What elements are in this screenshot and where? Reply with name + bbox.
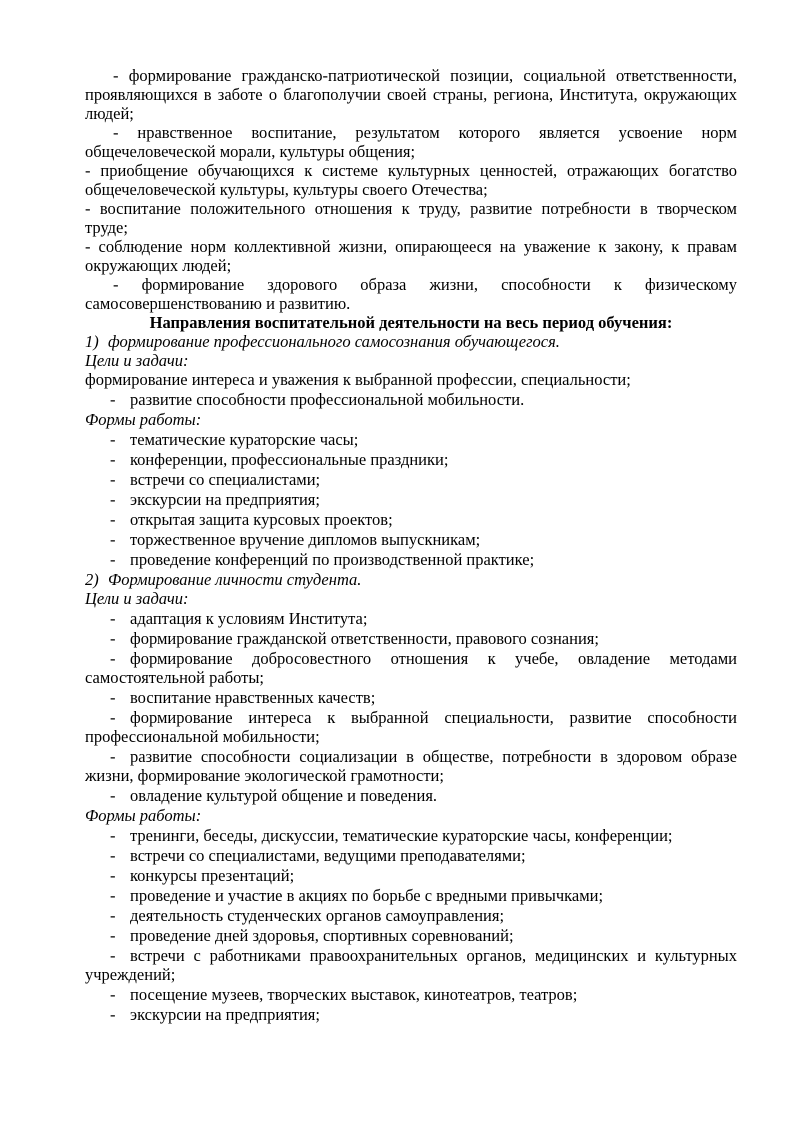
- intro-paragraph: [85, 237, 737, 275]
- dash-marker: -: [85, 199, 91, 218]
- dash-marker: -: [113, 66, 119, 85]
- dash-marker: -: [110, 786, 116, 805]
- goal-item-text: формирование интереса к выбранной специальности, развитие способности профессиональной мобильности;: [85, 708, 737, 746]
- dash-marker: -: [110, 490, 116, 509]
- form-item: [85, 530, 737, 549]
- section-1-title: [85, 332, 737, 351]
- form-item: [85, 1005, 737, 1024]
- dash-marker: -: [110, 886, 116, 905]
- form-item-text: проведение конференций по производственной практике;: [130, 550, 535, 569]
- form-item: [85, 886, 737, 905]
- form-item-text: тренинги, беседы, дискуссии, тематические кураторские часы, конференции;: [130, 826, 673, 845]
- form-item: [85, 470, 737, 489]
- dash-marker: -: [110, 946, 116, 965]
- paragraph-text: соблюдение норм коллективной жизни, опирающееся на уважение к закону, к правам окружающих людей;: [85, 237, 737, 275]
- dash-marker: -: [110, 629, 116, 648]
- section-2-title: [85, 570, 737, 589]
- paragraph-text: нравственное воспитание, результатом которого является усвоение норм общечеловеческой морали, культуры общения;: [85, 123, 737, 161]
- form-item: [85, 946, 737, 984]
- form-item-text: проведение дней здоровья, спортивных соревнований;: [130, 926, 514, 945]
- goal-item-text: развитие способности социализации в обществе, потребности в здоровом образе жизни, формирование экологической грамотности;: [85, 747, 737, 785]
- intro-paragraph: [85, 123, 737, 161]
- dash-marker: -: [110, 826, 116, 845]
- form-item-text: деятельность студенческих органов самоуправления;: [130, 906, 505, 925]
- dash-marker: -: [110, 390, 116, 409]
- form-item-text: конкурсы презентаций;: [130, 866, 295, 885]
- dash-marker: -: [110, 1005, 116, 1024]
- paragraph-text: формирование здорового образа жизни, способности к физическому самосовершенствованию и развитию.: [85, 275, 737, 313]
- dash-marker: -: [110, 430, 116, 449]
- dash-marker: -: [110, 708, 116, 727]
- dash-marker: -: [85, 161, 91, 180]
- dash-marker: -: [110, 906, 116, 925]
- form-item-text: встречи с работниками правоохранительных органов, медицинских и культурных учреждений;: [85, 946, 737, 984]
- form-item-text: встречи со специалистами, ведущими преподавателями;: [130, 846, 526, 865]
- form-item: [85, 550, 737, 569]
- form-item-text: встречи со специалистами;: [130, 470, 321, 489]
- goal-item: [85, 649, 737, 687]
- dash-marker: -: [85, 237, 91, 256]
- forms-label: Формы работы:: [85, 806, 202, 825]
- goal-item: [85, 609, 737, 628]
- dash-marker: -: [110, 688, 116, 707]
- goal-item: [85, 629, 737, 648]
- form-item: [85, 926, 737, 945]
- form-item-text: посещение музеев, творческих выставок, кинотеатров, театров;: [130, 985, 578, 1004]
- goal-item-text: формирование добросовестного отношения к учебе, овладение методами самостоятельной работы;: [85, 649, 737, 687]
- dash-marker: -: [110, 550, 116, 569]
- form-item: [85, 866, 737, 885]
- section-1-title-text: формирование профессионального самосознания обучающегося.: [108, 332, 560, 351]
- form-item: [85, 430, 737, 449]
- main-heading: Направления воспитательной деятельности на весь период обучения:: [149, 313, 673, 332]
- dash-marker: -: [110, 985, 116, 1004]
- goal-item: [85, 786, 737, 805]
- intro-paragraph: [85, 199, 737, 237]
- form-item: [85, 906, 737, 925]
- goal-item-text: развитие способности профессиональной мобильности.: [130, 390, 525, 409]
- goal-item-text: формирование гражданской ответственности, правового сознания;: [130, 629, 599, 648]
- dash-marker: -: [110, 609, 116, 628]
- form-item: [85, 826, 737, 845]
- form-item: [85, 510, 737, 529]
- form-item: [85, 490, 737, 509]
- goal-item: [85, 747, 737, 785]
- dash-marker: -: [110, 450, 116, 469]
- goal-item: [85, 390, 737, 409]
- goal-item-text: воспитание нравственных качеств;: [130, 688, 376, 707]
- form-item-text: открытая защита курсовых проектов;: [130, 510, 393, 529]
- form-item-text: проведение и участие в акциях по борьбе с вредными привычками;: [130, 886, 604, 905]
- form-item-text: экскурсии на предприятия;: [130, 1005, 320, 1024]
- dash-marker: -: [110, 530, 116, 549]
- section-1-number: 1): [85, 332, 99, 351]
- goal-item-text: овладение культурой общение и поведения.: [130, 786, 438, 805]
- dash-marker: -: [110, 926, 116, 945]
- section-2-title-text: Формирование личности студента.: [108, 570, 362, 589]
- form-item: [85, 985, 737, 1004]
- dash-marker: -: [110, 747, 116, 766]
- dash-marker: -: [110, 846, 116, 865]
- intro-paragraph: [85, 66, 737, 123]
- form-item-text: экскурсии на предприятия;: [130, 490, 320, 509]
- form-item-text: конференции, профессиональные праздники;: [130, 450, 449, 469]
- dash-marker: -: [113, 123, 119, 142]
- form-item: [85, 846, 737, 865]
- dash-marker: -: [110, 470, 116, 489]
- dash-marker: -: [110, 866, 116, 885]
- goal-item: [85, 708, 737, 746]
- form-item-text: торжественное вручение дипломов выпускникам;: [130, 530, 481, 549]
- goals-label: Цели и задачи:: [85, 351, 189, 370]
- intro-paragraph: [85, 275, 737, 313]
- goal-intro-line: формирование интереса и уважения к выбранной профессии, специальности;: [85, 370, 631, 389]
- paragraph-text: формирование гражданско-патриотической позиции, социальной ответственности, проявляющихся в заботе о благополучии своей страны, региона, Института, окружающих людей;: [85, 66, 737, 123]
- intro-paragraph: [85, 161, 737, 199]
- goal-item-text: адаптация к условиям Института;: [130, 609, 368, 628]
- form-item-text: тематические кураторские часы;: [130, 430, 359, 449]
- paragraph-text: воспитание положительного отношения к труду, развитие потребности в творческом труде;: [85, 199, 738, 237]
- goals-label: Цели и задачи:: [85, 589, 189, 608]
- dash-marker: -: [110, 649, 116, 668]
- forms-label: Формы работы:: [85, 410, 202, 429]
- paragraph-text: приобщение обучающихся к системе культурных ценностей, отражающих богатство общечеловеческой культуры, культуры своего Отечества;: [85, 161, 737, 199]
- section-2-number: 2): [85, 570, 99, 589]
- form-item: [85, 450, 737, 469]
- dash-marker: -: [110, 510, 116, 529]
- goal-item: [85, 688, 737, 707]
- dash-marker: -: [113, 275, 119, 294]
